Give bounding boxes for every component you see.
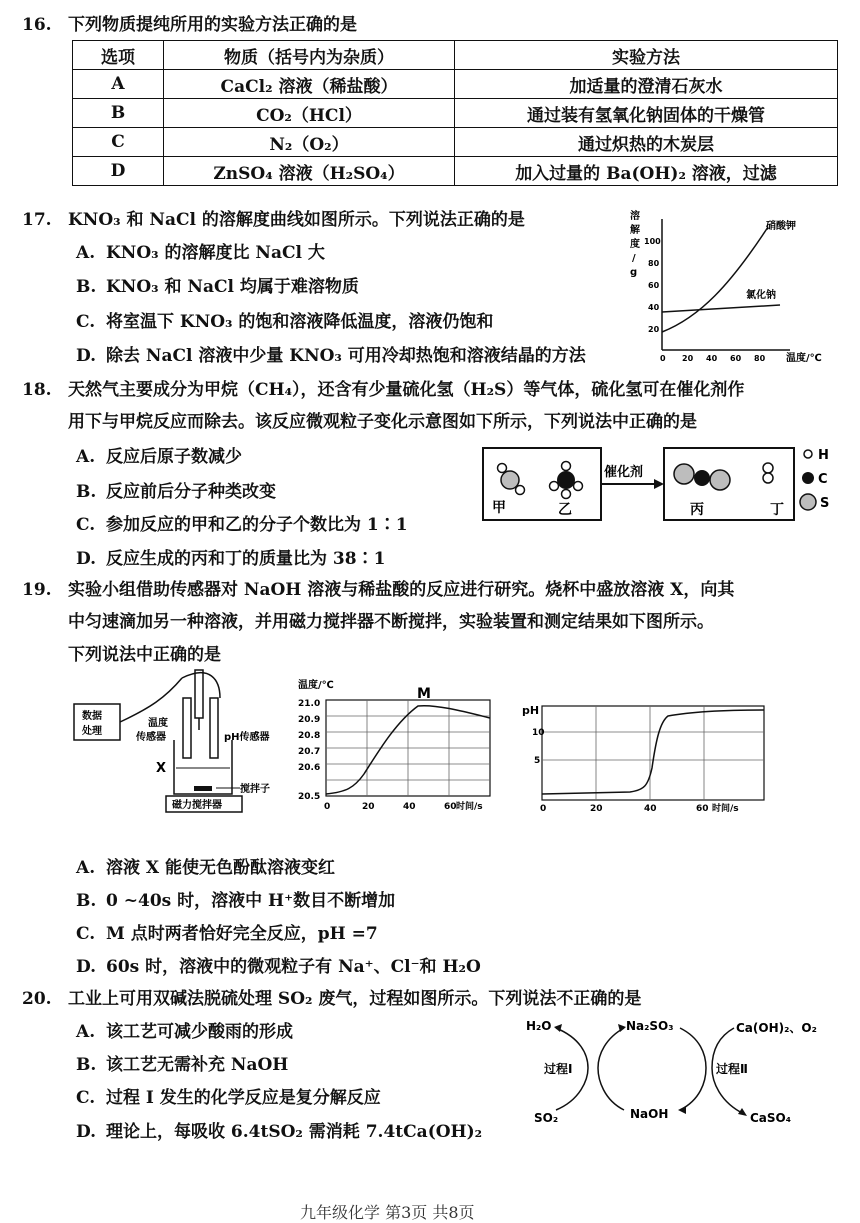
y-axis-label: 温度/℃ <box>298 680 334 691</box>
option-text: 该工艺无需补充 NaOH <box>106 1055 289 1075</box>
cable <box>182 673 220 698</box>
row-method: 通过装有氢氧化钠固体的干燥管 <box>455 99 838 128</box>
arrow-head <box>678 1106 686 1114</box>
legend-label: C <box>818 472 828 487</box>
option-label: C. <box>76 312 96 332</box>
option-text: 理论上，每吸收 6.4tSO₂ 需消耗 7.4tCa(OH)₂ <box>106 1122 483 1142</box>
x-tick-label: 60 <box>730 354 742 363</box>
option-b <box>76 886 395 911</box>
table-header-row <box>73 41 838 70</box>
option-b <box>76 477 276 502</box>
x-tick-label: 40 <box>403 802 416 812</box>
naoh-label: NaOH <box>630 1107 669 1121</box>
option-text: KNO₃ 的溶解度比 NaCl 大 <box>106 243 325 263</box>
label-ding: 丁 <box>770 502 784 518</box>
row-option: C <box>73 128 164 157</box>
option-c <box>76 919 378 944</box>
arrow-head <box>654 479 664 489</box>
option-label: D. <box>76 1122 97 1142</box>
data-box-label: 处理 <box>82 726 102 737</box>
x-axis-label: 温度/℃ <box>786 353 822 364</box>
question-text: 工业上可用双碱法脱硫处理 SO₂ 废气，过程如图所示。下列说法不正确的是 <box>68 989 642 1009</box>
question-text: 实验小组借助传感器对 NaOH 溶液与稀盐酸的反应进行研究。烧杯中盛放溶液 X，向其 <box>68 580 735 600</box>
option-text: 除去 NaCl 溶液中少量 KNO₃ 可用冷却热饱和溶液结晶的方法 <box>106 346 586 366</box>
option-label: D. <box>76 346 97 366</box>
y-tick-label: 10 <box>532 728 545 738</box>
table-row <box>73 70 838 99</box>
burette <box>195 670 203 718</box>
option-text: 反应后原子数减少 <box>106 447 242 467</box>
y-axis-label-char: g <box>630 267 638 278</box>
option-label: A. <box>76 1022 96 1042</box>
curve-label-nacl: 氯化钠 <box>746 290 776 301</box>
reaction-diagram <box>478 440 850 530</box>
purification-table <box>72 40 838 186</box>
option-d <box>76 341 586 366</box>
y-tick-label: 20.7 <box>298 747 321 757</box>
ph-chart <box>520 698 770 818</box>
option-text: 反应生成的丙和丁的质量比为 38∶1 <box>106 549 386 569</box>
x-tick-label: 40 <box>706 354 718 363</box>
y-axis-label-char: 溶 <box>630 211 640 222</box>
question-19-stem-1 <box>22 575 734 600</box>
x-tick-label: 40 <box>644 804 657 814</box>
stir-bar <box>194 786 212 791</box>
option-text: 参加反应的甲和乙的分子个数比为 1∶1 <box>106 515 408 535</box>
temperature-chart <box>296 676 526 816</box>
plot-frame <box>542 706 764 800</box>
legend-label: H <box>818 448 829 463</box>
sulfur-atom-icon <box>800 494 816 510</box>
option-a <box>76 853 335 878</box>
ph-sensor <box>210 698 218 758</box>
question-number: 19. <box>22 580 52 600</box>
y-tick-label: 5 <box>534 756 541 766</box>
x-tick-label: 80 <box>754 354 766 363</box>
option-text: KNO₃ 和 NaCl 均属于难溶物质 <box>106 277 359 297</box>
row-substance: CO₂（HCl） <box>164 99 455 128</box>
option-label: A. <box>76 243 96 263</box>
na2so3-label: Na₂SO₃ <box>626 1019 674 1033</box>
option-label: C. <box>76 1088 96 1108</box>
stirrer-label: 磁力搅拌器 <box>172 800 222 811</box>
y-tick-label: 21.0 <box>298 699 321 709</box>
row-substance: ZnSO₄ 溶液（H₂SO₄） <box>164 157 455 186</box>
question-number: 17. <box>22 210 52 230</box>
x-tick-label: 20 <box>362 802 375 812</box>
ph-curve <box>542 710 764 794</box>
x-axis-label: 时间/s <box>456 802 483 812</box>
row-method: 加适量的澄清石灰水 <box>455 70 838 99</box>
x-tick-label: 60 <box>696 804 709 814</box>
row-method: 通过炽热的木炭层 <box>455 128 838 157</box>
caso4-label: CaSO₄ <box>750 1111 792 1125</box>
x-tick-label: 0 <box>324 802 331 812</box>
x-tick-label: 0 <box>660 354 666 363</box>
option-b <box>76 272 359 297</box>
label-jia: 甲 <box>492 500 506 516</box>
y-axis-label-char: / <box>632 253 636 264</box>
y-tick-label: 20.9 <box>298 715 321 725</box>
y-axis-label: pH <box>522 704 540 717</box>
option-text: 过程 I 发生的化学反应是复分解反应 <box>106 1088 381 1108</box>
row-substance: N₂（O₂） <box>164 128 455 157</box>
double-alkali-process-diagram <box>520 1010 850 1135</box>
temp-sensor-label: 传感器 <box>136 732 166 743</box>
label-bing: 丙 <box>690 502 704 518</box>
label-yi: 乙 <box>558 502 572 518</box>
so2-label: SO₂ <box>534 1111 559 1125</box>
option-label: B. <box>76 1055 97 1075</box>
y-axis-label-char: 解 <box>630 225 640 236</box>
option-text: 该工艺可减少酸雨的形成 <box>106 1022 293 1042</box>
option-label: A. <box>76 447 96 467</box>
hydrogen-atom-icon <box>804 450 812 458</box>
option-label: D. <box>76 957 97 977</box>
experiment-apparatus <box>70 668 306 818</box>
catalyst-label: 催化剂 <box>604 465 644 480</box>
option-label: C. <box>76 924 96 944</box>
y-axis-label-char: 度 <box>630 239 640 250</box>
option-label: D. <box>76 549 97 569</box>
solution-x-label: X <box>156 761 167 776</box>
question-17-stem <box>22 205 525 230</box>
option-text: M 点时两者恰好完全反应，pH =7 <box>106 924 378 944</box>
row-option: A <box>73 70 164 99</box>
question-text: 下列物质提纯所用的实验方法正确的是 <box>68 15 357 35</box>
temp-sensor-label: 温度 <box>148 718 168 729</box>
option-text: 将室温下 KNO₃ 的饱和溶液降低温度，溶液仍饱和 <box>106 312 494 332</box>
cable <box>120 678 182 722</box>
point-m-label: M <box>417 686 431 702</box>
row-method: 加入过量的 Ba(OH)₂ 溶液，过滤 <box>455 157 838 186</box>
process-2-left-arc <box>680 1028 706 1110</box>
y-tick-label: 60 <box>648 281 660 290</box>
x-tick-label: 20 <box>590 804 603 814</box>
process-1-label: 过程Ⅰ <box>544 1062 573 1076</box>
row-substance: CaCl₂ 溶液（稀盐酸） <box>164 70 455 99</box>
y-tick-label: 20.8 <box>298 731 321 741</box>
atom-legend <box>800 448 829 511</box>
option-d <box>76 952 481 977</box>
option-text: 0 ~40s 时，溶液中 H⁺数目不断增加 <box>106 891 396 911</box>
header-option: 选项 <box>73 41 164 70</box>
question-18-stem-2: 用下与甲烷反应而除去。该反应微观粒子变化示意图如下所示，下列说法中正确的是 <box>68 412 697 432</box>
option-text: 溶液 X 能使无色酚酞溶液变红 <box>106 858 336 878</box>
molecule-jia <box>498 464 525 495</box>
kno3-curve <box>662 227 768 332</box>
carbon-atom-icon <box>802 472 814 484</box>
arrow-head <box>738 1108 747 1116</box>
option-a <box>76 442 242 467</box>
nacl-curve <box>662 305 780 312</box>
question-text: 天然气主要成分为甲烷（CH₄），还含有少量硫化氢（H₂S）等气体，硫化氢可在催化剂作 <box>68 380 745 400</box>
temperature-sensor <box>183 698 191 758</box>
y-tick-label: 80 <box>648 259 660 268</box>
solubility-chart <box>620 205 850 367</box>
data-box-label: 数据 <box>82 711 102 722</box>
option-label: C. <box>76 515 96 535</box>
y-tick-label: 100 <box>644 237 661 246</box>
x-axis-label: 时间/s <box>712 804 739 814</box>
table-row <box>73 157 838 186</box>
table-row <box>73 99 838 128</box>
y-tick-label: 40 <box>648 303 660 312</box>
page-footer: 九年级化学 第3页 共8页 <box>300 1203 475 1222</box>
x-tick-label: 0 <box>540 804 547 814</box>
option-d <box>76 1117 482 1142</box>
row-option: D <box>73 157 164 186</box>
question-20-stem <box>22 984 641 1009</box>
question-16-stem <box>22 10 357 35</box>
question-text: KNO₃ 和 NaCl 的溶解度曲线如图所示。下列说法正确的是 <box>68 210 525 230</box>
question-19-stem-2: 中匀速滴加另一种溶液，并用磁力搅拌器不断搅拌，实验装置和测定结果如下图所示。 <box>68 612 714 632</box>
option-b <box>76 1050 288 1075</box>
x-tick-label: 60 <box>444 802 457 812</box>
molecule-yi <box>550 462 583 499</box>
question-19-stem-3: 下列说法中正确的是 <box>68 645 221 665</box>
option-a <box>76 1017 293 1042</box>
option-a <box>76 238 325 263</box>
legend-label: S <box>820 496 830 511</box>
process-1-right-arc <box>598 1028 624 1110</box>
question-number: 18. <box>22 380 52 400</box>
header-substance: 物质（括号内为杂质） <box>164 41 455 70</box>
molecule-ding <box>763 463 773 483</box>
stir-bar-label: 搅拌子 <box>240 784 270 795</box>
y-tick-label: 20 <box>648 325 660 334</box>
question-number: 20. <box>22 989 52 1009</box>
ph-sensor-label: pH传感器 <box>224 732 270 743</box>
option-label: B. <box>76 891 97 911</box>
molecule-bing <box>674 464 730 490</box>
option-label: B. <box>76 482 97 502</box>
x-tick-label: 20 <box>682 354 694 363</box>
process-2-label: 过程Ⅱ <box>716 1062 748 1076</box>
y-tick-label: 20.6 <box>298 763 321 773</box>
option-label: A. <box>76 858 96 878</box>
option-c <box>76 1083 381 1108</box>
gridlines <box>542 706 764 800</box>
y-tick-label: 20.5 <box>298 792 321 802</box>
option-text: 反应前后分子种类改变 <box>106 482 276 502</box>
h2o-label: H₂O <box>526 1019 552 1033</box>
option-text: 60s 时，溶液中的微观粒子有 Na⁺、Cl⁻和 H₂O <box>106 957 481 977</box>
curve-label-kno3: 硝酸钾 <box>766 221 796 232</box>
question-number: 16. <box>22 15 52 35</box>
option-d <box>76 544 385 569</box>
question-18-stem-1 <box>22 375 744 400</box>
option-c <box>76 510 408 535</box>
header-method: 实验方法 <box>455 41 838 70</box>
option-c <box>76 307 493 332</box>
caoh2-label: Ca(OH)₂、O₂ <box>736 1021 817 1035</box>
table-row <box>73 128 838 157</box>
row-option: B <box>73 99 164 128</box>
option-label: B. <box>76 277 97 297</box>
